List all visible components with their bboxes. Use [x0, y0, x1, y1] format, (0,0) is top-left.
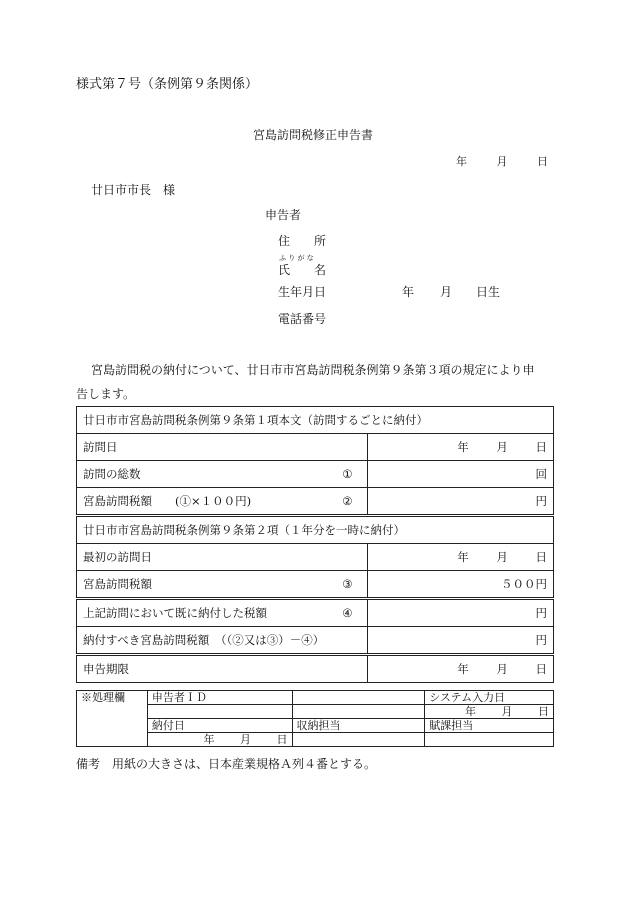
addressee: 廿日市市長 様	[91, 183, 176, 197]
header-date-month: 月	[496, 155, 508, 168]
already-paid-label-cell	[77, 599, 368, 627]
declaration-table	[76, 406, 554, 683]
marker-4: ④	[342, 606, 353, 620]
pay-year: 年	[203, 733, 215, 746]
receipt-staff-value[interactable]	[292, 733, 425, 747]
marker-2: ②	[342, 494, 353, 508]
payment-date-label: 納付日	[147, 719, 292, 733]
system-input-date-value[interactable]	[425, 705, 554, 719]
declarant-id-value-2[interactable]	[147, 705, 292, 719]
sys-day: 日	[538, 705, 549, 718]
tax-amount2-value: ５００円	[367, 571, 553, 599]
statement-line-1: 宮島訪問税の納付について、廿日市市宮島訪問税条例第９条第３項の規定により申	[91, 363, 535, 377]
birthdate-row	[278, 283, 501, 300]
marker-3: ③	[342, 577, 353, 591]
header-date	[456, 153, 548, 169]
form-number: 様式第７号（条例第９条関係）	[76, 77, 259, 92]
birth-day: 日生	[476, 285, 501, 299]
visit-count-label-cell	[77, 461, 368, 488]
first-visit-year: 年	[457, 550, 469, 564]
tax-amount1-label: 宮島訪問税額 (①×１００円)	[83, 494, 252, 508]
section1-header: 廿日市市宮島訪問税条例第９条第１項本文（訪問するごとに納付）	[77, 407, 554, 434]
visit-count-label: 訪問の総数	[83, 467, 141, 481]
sys-month: 月	[501, 705, 513, 718]
sys-year: 年	[465, 705, 476, 718]
header-date-year: 年	[456, 155, 467, 168]
system-input-date-label: システム入力日	[425, 691, 554, 705]
declarant-id-label: 申告者ＩＤ	[147, 691, 292, 705]
pay-month: 月	[240, 733, 252, 746]
visit-day: 日	[535, 440, 547, 454]
visit-date-label: 訪問日	[77, 434, 368, 461]
pay-day: 日	[276, 733, 288, 746]
statement-line-2: 告します。	[76, 387, 136, 401]
section2-header: 廿日市市宮島訪問税条例第９条第２項（１年分を一時に納付）	[77, 516, 554, 544]
to-pay-unit: 円	[535, 633, 547, 647]
declarant-id-value[interactable]	[292, 691, 425, 705]
processing-column-label: ※処理欄	[77, 691, 148, 747]
declarant-label: 申告者	[265, 208, 302, 222]
visit-count-value[interactable]	[367, 461, 553, 488]
already-paid-value[interactable]	[367, 599, 553, 627]
receipt-staff-label: 収納担当	[292, 719, 425, 733]
declarant-id-value-3[interactable]	[292, 705, 425, 719]
deadline-label: 申告期限	[77, 655, 368, 683]
phone-label: 電話番号	[278, 312, 327, 326]
birth-year: 年	[402, 285, 415, 299]
document-title: 宮島訪問税修正申告書	[253, 128, 374, 142]
visit-date-value[interactable]	[367, 434, 553, 461]
name-label: 氏 名	[278, 263, 327, 277]
deadline-year: 年	[457, 662, 469, 676]
visit-month: 月	[496, 440, 508, 454]
first-visit-day: 日	[535, 550, 547, 564]
birthdate-label: 生年月日	[278, 285, 327, 299]
processing-table	[76, 690, 554, 747]
first-visit-label: 最初の訪問日	[77, 544, 368, 571]
visit-count-unit: 回	[535, 467, 547, 481]
deadline-day: 日	[535, 662, 547, 676]
first-visit-value[interactable]	[367, 544, 553, 571]
deadline-value[interactable]	[367, 655, 553, 683]
tax-amount2-label-cell	[77, 571, 368, 599]
tax-staff-label: 賦課担当	[425, 719, 554, 733]
payment-date-value[interactable]	[147, 733, 292, 747]
tax-amount1-label-cell	[77, 488, 368, 516]
tax-staff-value[interactable]	[425, 733, 554, 747]
name-ruby: ふ り が な	[279, 254, 314, 262]
already-paid-unit: 円	[535, 606, 547, 620]
birth-month: 月	[440, 285, 453, 299]
visit-year: 年	[457, 440, 469, 454]
already-paid-label: 上記訪問において既に納付した税額	[83, 606, 267, 620]
header-date-day: 日	[537, 155, 548, 168]
address-label: 住 所	[278, 234, 327, 248]
tax-amount1-value[interactable]	[367, 488, 553, 516]
remark: 備考 用紙の大きさは、日本産業規格Ａ列４番とする。	[76, 757, 377, 771]
to-pay-value[interactable]	[367, 627, 553, 655]
to-pay-label: 納付すべき宮島訪問税額 （（②又は③）－④）	[77, 627, 368, 655]
first-visit-month: 月	[496, 550, 508, 564]
deadline-month: 月	[496, 662, 508, 676]
tax-amount2-label: 宮島訪問税額	[83, 577, 152, 591]
tax-amount1-unit: 円	[535, 494, 547, 508]
marker-1: ①	[342, 467, 353, 481]
